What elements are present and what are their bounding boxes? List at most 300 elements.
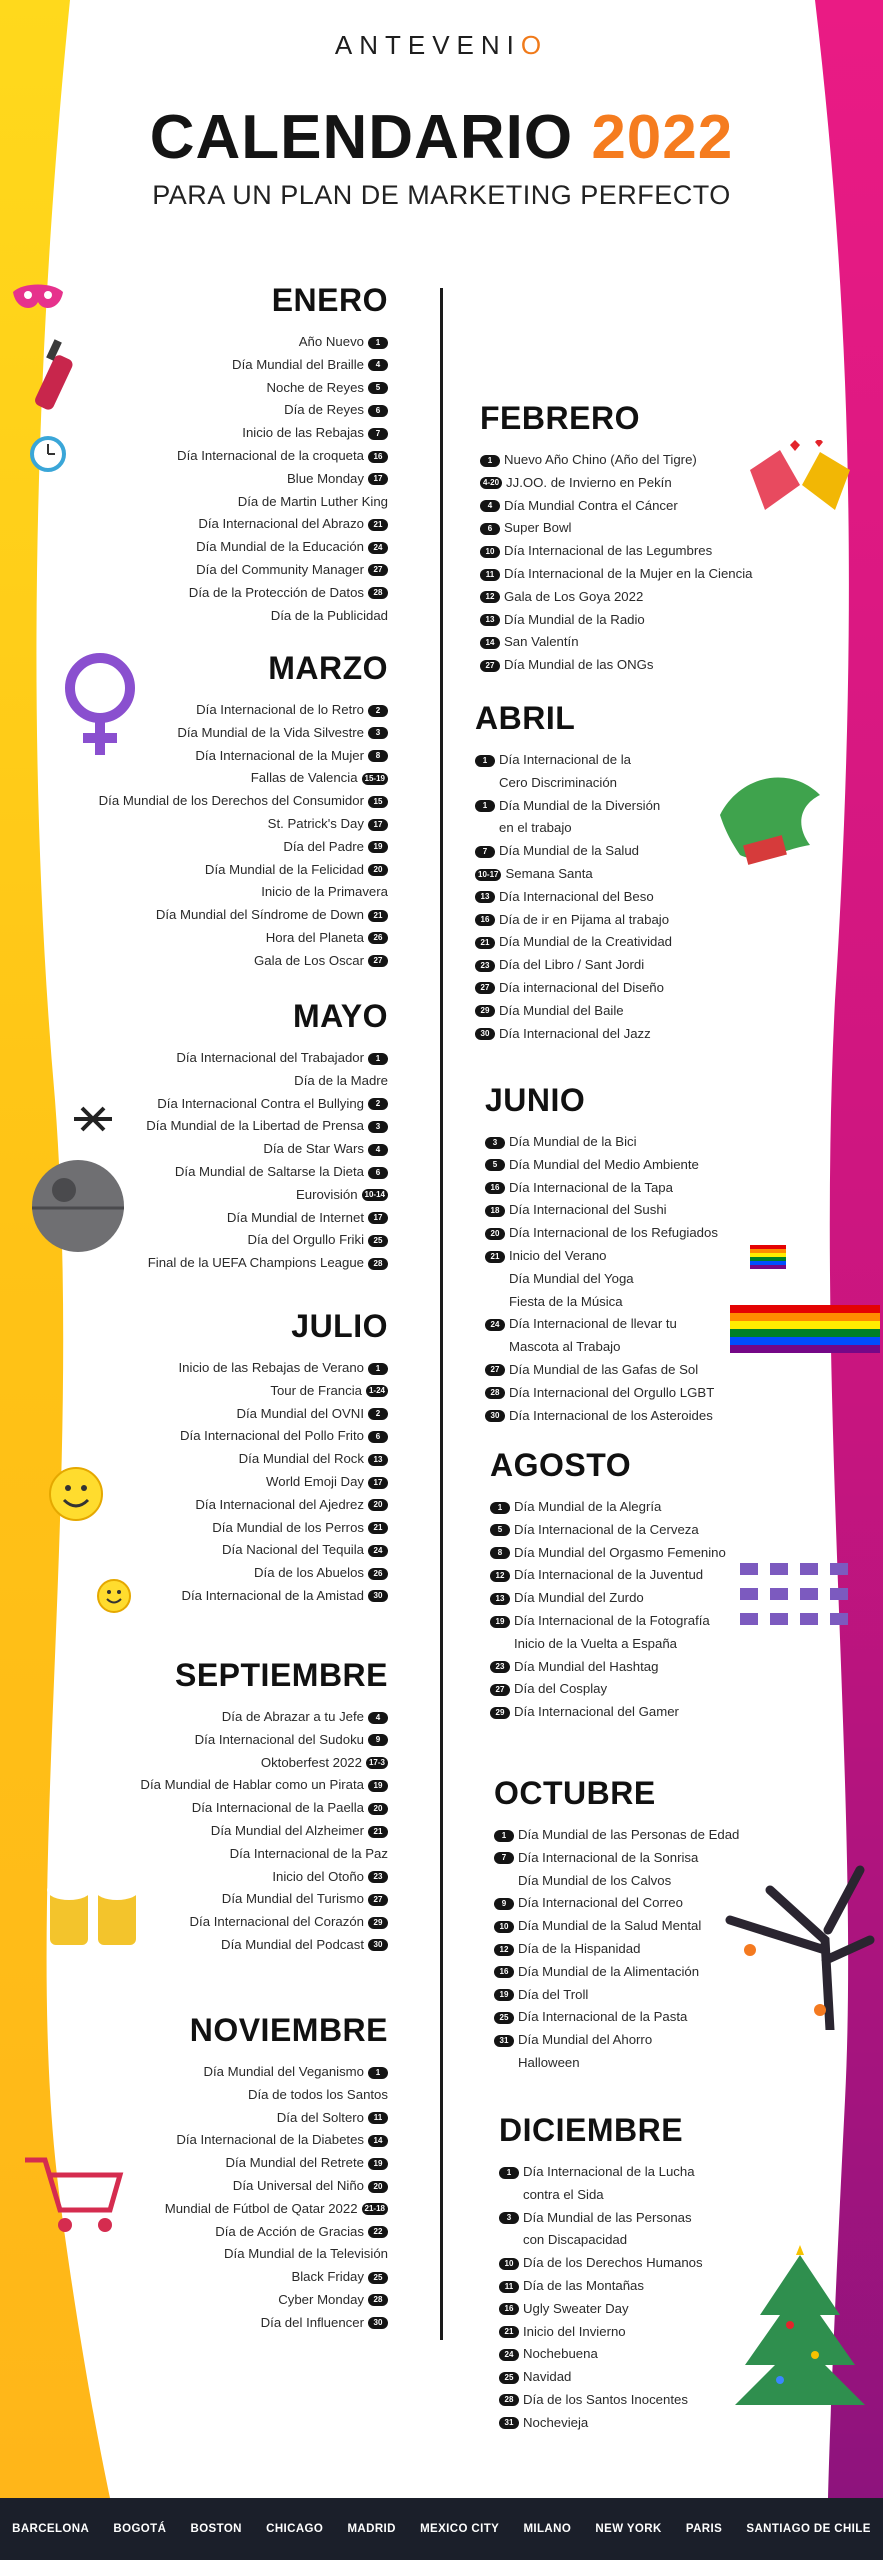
event-label: con Discapacidad	[523, 2232, 628, 2248]
event-day-badge: 31	[494, 2035, 514, 2047]
event-label: Día Mundial del Yoga	[509, 1270, 634, 1286]
event-day-badge: 12	[490, 1570, 510, 1582]
event-item	[499, 2207, 883, 2230]
event-item	[0, 1252, 388, 1275]
event-item	[0, 1115, 388, 1138]
event-item	[499, 2161, 883, 2184]
event-label: Día Internacional del Abrazo	[198, 516, 364, 532]
event-day-badge: 19	[490, 1616, 510, 1628]
event-label: Día Mundial del Baile	[499, 1002, 624, 1018]
event-day-badge: 2	[368, 705, 388, 717]
event-day-badge: 28	[485, 1387, 505, 1399]
event-label: Super Bowl	[504, 520, 572, 536]
event-item	[480, 563, 880, 586]
event-label: Día Internacional del Ajedrez	[195, 1496, 364, 1512]
event-day-badge: 30	[485, 1410, 505, 1422]
event-item	[485, 1154, 883, 1177]
event-label: Día Mundial de la Creatividad	[499, 934, 672, 950]
event-day-badge: 21	[485, 1251, 505, 1263]
event-day-badge: 4-20	[480, 477, 502, 489]
event-label: Día de todos los Santos	[247, 2086, 388, 2102]
event-day-badge: 24	[499, 2349, 519, 2361]
event-item	[0, 2107, 388, 2130]
event-item	[475, 931, 875, 954]
footer-city: BOGOTÁ	[113, 2523, 167, 2535]
event-label: Día Mundial del Alzheimer	[210, 1822, 364, 1838]
event-label: Black Friday	[291, 2269, 364, 2285]
event-day-badge: 17	[368, 1212, 388, 1224]
event-item	[0, 1403, 388, 1426]
event-day-badge: 8	[490, 1547, 510, 1559]
event-item	[494, 2052, 883, 2075]
event-label: Día Mundial de Saltarse la Dieta	[174, 1163, 364, 1179]
event-label: Día Internacional del Beso	[499, 888, 654, 904]
event-item	[490, 1496, 883, 1519]
event-label: Inicio de la Vuelta a España	[514, 1635, 678, 1651]
event-label: Día Mundial de la Televisión	[224, 2246, 388, 2262]
event-item	[0, 1797, 388, 1820]
event-day-badge: 2	[368, 1098, 388, 1110]
event-day-badge: 1	[499, 2167, 519, 2179]
event-label: Día Mundial del Zurdo	[514, 1590, 644, 1606]
event-label: Día Internacional de la Amistad	[181, 1587, 364, 1603]
event-day-badge: 12	[494, 1944, 514, 1956]
death-star-icon	[30, 1158, 126, 1254]
event-label: Día Mundial de Hablar como un Pirata	[140, 1777, 364, 1793]
event-day-badge: 1	[494, 1830, 514, 1842]
event-day-badge: 5	[485, 1159, 505, 1171]
event-label: Día Mundial de la Alegría	[514, 1499, 662, 1514]
event-item	[490, 1519, 883, 1542]
month-title: DICIEMBRE	[499, 2112, 684, 2148]
event-day-badge: 28	[499, 2394, 519, 2406]
footer-city: MILANO	[523, 2523, 572, 2535]
event-day-badge: 21	[368, 519, 388, 531]
event-label: Inicio de las Rebajas de Verano	[178, 1360, 364, 1375]
event-day-badge: 20	[368, 1499, 388, 1511]
event-day-badge: 28	[368, 2294, 388, 2306]
party-mask-icon	[8, 280, 68, 320]
event-label: Día Internacional del Gamer	[514, 1704, 679, 1720]
event-item	[0, 536, 388, 559]
event-label: Día Internacional del Trabajador	[176, 1050, 364, 1065]
event-label: Día Mundial del Ahorro	[518, 2032, 653, 2048]
event-day-badge: 28	[368, 587, 388, 599]
footer-city: PARIS	[685, 2523, 723, 2535]
event-item	[475, 954, 875, 977]
event-item	[485, 1382, 883, 1405]
event-day-badge: 16	[368, 451, 388, 463]
event-label: Día Mundial del Turismo	[221, 1891, 364, 1907]
event-day-badge: 6	[368, 1431, 388, 1443]
event-label: Día Mundial de la Salud	[499, 843, 640, 859]
event-label: Día Internacional de la Lucha	[523, 2164, 695, 2179]
event-label: Día Internacional de la Mujer en la Ciencia	[504, 565, 753, 581]
event-label: Día de Abrazar a tu Jefe	[221, 1709, 364, 1724]
event-day-badge: 3	[368, 727, 388, 739]
event-label: Día Mundial de la Bici	[509, 1134, 637, 1149]
event-label: Día Internacional del Orgullo LGBT	[509, 1384, 715, 1400]
event-label: Día Mundial del Orgasmo Femenino	[514, 1544, 726, 1560]
event-item	[0, 2289, 388, 2312]
event-day-badge: 27	[480, 660, 500, 672]
event-label: Día Internacional de la Sonrisa	[518, 1849, 699, 1865]
event-day-badge: 16	[485, 1182, 505, 1194]
event-label: Día Internacional de la Paz	[229, 1845, 388, 1861]
shopping-cart-icon	[15, 2140, 135, 2250]
halloween-tree-icon	[710, 1850, 880, 2030]
event-label: Tour de Francia	[270, 1382, 362, 1398]
event-day-badge: 26	[368, 932, 388, 944]
event-label: Día Universal del Niño	[232, 2177, 364, 2193]
event-day-badge: 29	[475, 1005, 495, 1017]
event-day-badge: 1	[480, 455, 500, 467]
event-item	[0, 790, 388, 813]
event-label: Día del Community Manager	[196, 561, 364, 577]
event-label: Día Mundial de la Radio	[504, 611, 645, 627]
event-label: Día Internacional de los Asteroides	[509, 1407, 713, 1423]
event-item	[0, 1820, 388, 1843]
event-label: Semana Santa	[505, 865, 593, 881]
smiley-icon	[48, 1466, 104, 1522]
event-item	[0, 1706, 388, 1729]
event-label: Halloween	[518, 2054, 580, 2070]
event-label: Día Mundial de la Diversión	[499, 797, 661, 813]
event-day-badge: 13	[480, 614, 500, 626]
event-item	[0, 1047, 388, 1070]
event-label: Día de Martin Luther King	[237, 493, 388, 509]
event-item	[0, 1380, 388, 1403]
event-item	[0, 813, 388, 836]
event-label: Nochevieja	[523, 2414, 589, 2430]
event-day-badge: 15-19	[362, 773, 388, 785]
event-item	[480, 654, 880, 677]
event-label: Día Internacional de la Cerveza	[514, 1521, 699, 1537]
event-day-badge: 3	[485, 1137, 505, 1149]
event-day-badge: 25	[368, 1235, 388, 1247]
event-day-badge: 24	[485, 1319, 505, 1331]
event-label: Día de la Madre	[294, 1072, 388, 1088]
event-day-badge: 23	[368, 1871, 388, 1883]
event-item	[0, 1752, 388, 1775]
event-label: Día Internacional de la Mujer	[195, 747, 364, 763]
event-day-badge: 26	[368, 1568, 388, 1580]
event-day-badge: 4	[368, 359, 388, 371]
event-day-badge: 5	[490, 1524, 510, 1536]
event-item	[0, 836, 388, 859]
event-label: Día Mundial de las Gafas de Sol	[509, 1361, 699, 1377]
event-item	[0, 904, 388, 927]
event-label: Día Mundial de las Personas	[523, 2209, 692, 2225]
event-day-badge: 17	[368, 473, 388, 485]
event-day-badge: 1	[475, 755, 495, 767]
event-label: Fiesta de la Música	[509, 1293, 623, 1309]
event-day-badge: 11	[480, 569, 500, 581]
event-label: Gala de Los Oscar	[254, 952, 364, 968]
event-day-badge: 9	[368, 1734, 388, 1746]
month-title: ENERO	[271, 282, 388, 318]
footer-city: BOSTON	[190, 2523, 242, 2535]
event-day-badge: 25	[499, 2372, 519, 2384]
event-item	[475, 909, 875, 932]
event-label: Inicio del Invierno	[523, 2323, 626, 2339]
event-day-badge: 13	[475, 891, 495, 903]
event-day-badge: 6	[368, 1167, 388, 1179]
event-item	[0, 1425, 388, 1448]
event-day-badge: 8	[368, 750, 388, 762]
event-day-badge: 4	[368, 1712, 388, 1724]
event-label: Cero Discriminación	[499, 774, 617, 790]
event-day-badge: 13	[490, 1593, 510, 1605]
event-label: Día Mundial de los Calvos	[518, 1872, 672, 1888]
event-label: Día Internacional de llevar tu	[509, 1316, 677, 1332]
event-label: Día Mundial del Retrete	[225, 2155, 364, 2171]
event-label: Día Mundial del Síndrome de Down	[155, 907, 364, 923]
event-day-badge: 1-24	[366, 1385, 388, 1397]
event-label: Día Internacional del Correo	[518, 1895, 683, 1911]
event-day-badge: 27	[485, 1364, 505, 1376]
event-label: Noche de Reyes	[266, 379, 364, 395]
event-day-badge: 19	[368, 841, 388, 853]
month-title: MAYO	[292, 998, 388, 1034]
month-title: AGOSTO	[490, 1447, 632, 1483]
event-item	[0, 950, 388, 973]
event-day-badge: 24	[368, 1545, 388, 1557]
event-item	[0, 2266, 388, 2289]
event-item	[0, 1070, 388, 1093]
event-day-badge: 5	[368, 382, 388, 394]
event-label: Inicio del Otoño	[272, 1868, 364, 1884]
event-label: Día Internacional Contra el Bullying	[157, 1095, 364, 1111]
event-label: Día de la Hispanidad	[518, 1940, 641, 1956]
event-label: Día Internacional del Corazón	[189, 1914, 364, 1930]
footer-cities	[0, 2498, 883, 2560]
event-label: Día Internacional del Sudoku	[194, 1731, 364, 1747]
footer-city: BARCELONA	[12, 2523, 90, 2535]
event-day-badge: 23	[475, 960, 495, 972]
event-label: Día Internacional de la croqueta	[177, 447, 364, 463]
event-day-badge: 27	[490, 1684, 510, 1696]
event-item	[499, 2412, 883, 2435]
center-divider	[440, 288, 443, 2340]
event-day-badge: 29	[490, 1707, 510, 1719]
event-day-badge: 20	[368, 2181, 388, 2193]
event-item	[0, 1729, 388, 1752]
event-item	[0, 881, 388, 904]
event-label: Nochebuena	[523, 2346, 598, 2362]
event-label: Día Internacional del Sushi	[509, 1202, 667, 1218]
event-label: Blue Monday	[287, 470, 364, 486]
event-item	[494, 1824, 883, 1847]
event-day-badge: 16	[475, 914, 495, 926]
event-item	[499, 2184, 883, 2207]
month-title: FEBRERO	[480, 400, 640, 436]
event-label: Día Mundial del Medio Ambiente	[509, 1156, 699, 1172]
christmas-tree-icon	[730, 2245, 870, 2415]
event-item	[0, 1539, 388, 1562]
event-day-badge: 3	[499, 2212, 519, 2224]
event-label: Día de la Protección de Datos	[188, 584, 364, 600]
event-item	[0, 1562, 388, 1585]
event-label: Día Internacional de la Fotografía	[514, 1612, 710, 1628]
event-day-badge: 24	[368, 542, 388, 554]
event-day-badge: 1	[475, 800, 495, 812]
event-day-badge: 25	[368, 2272, 388, 2284]
event-item	[490, 1678, 883, 1701]
event-label: Inicio de la Primavera	[261, 884, 388, 900]
event-day-badge: 4	[480, 500, 500, 512]
event-item	[485, 1405, 883, 1428]
venus-icon	[55, 650, 145, 760]
event-label: Oktoberfest 2022	[260, 1754, 362, 1770]
event-label: Día de ir en Pijama al trabajo	[499, 911, 670, 927]
event-label: Día del Troll	[518, 1986, 589, 2002]
event-day-badge: 31	[499, 2417, 519, 2429]
month-title: OCTUBRE	[494, 1775, 656, 1811]
month-title: NOVIEMBRE	[189, 2012, 388, 2048]
event-day-badge: 6	[368, 405, 388, 417]
event-day-badge: 22	[368, 2226, 388, 2238]
event-day-badge: 20	[485, 1228, 505, 1240]
event-label: Día Internacional del Pollo Frito	[180, 1428, 364, 1444]
event-label: Día Mundial del Braille	[232, 356, 364, 372]
event-label: Día Mundial de las Personas de Edad	[518, 1827, 740, 1842]
footer-city: CHICAGO	[266, 2523, 324, 2535]
event-day-badge: 25	[494, 2012, 514, 2024]
event-day-badge: 14	[368, 2135, 388, 2147]
event-label: Día Internacional de la Juventud	[514, 1567, 704, 1583]
event-label: Día Internacional de lo Retro	[196, 702, 364, 717]
event-day-badge: 1	[368, 337, 388, 349]
event-day-badge: 27	[368, 564, 388, 576]
event-label: Día de Star Wars	[263, 1141, 364, 1157]
event-label: Día Mundial Contra el Cáncer	[504, 497, 678, 513]
event-label: Día Internacional de la Paella	[191, 1800, 364, 1816]
event-day-badge: 10	[480, 546, 500, 558]
event-label: Día Nacional del Tequila	[222, 1542, 364, 1558]
event-item	[0, 513, 388, 536]
event-item	[0, 491, 388, 514]
event-label: Inicio de las Rebajas	[242, 425, 364, 441]
event-day-badge: 10-17	[475, 869, 501, 881]
event-label: Día del Cosplay	[514, 1681, 608, 1697]
event-label: Día Internacional de la	[499, 752, 631, 767]
event-item	[475, 886, 875, 909]
event-item	[0, 859, 388, 882]
month-title: JULIO	[291, 1308, 388, 1344]
event-item	[475, 1000, 875, 1023]
event-day-badge: 7	[494, 1852, 514, 1864]
event-label: Día Mundial de los Perros	[212, 1519, 364, 1535]
event-label: Navidad	[523, 2369, 572, 2385]
event-day-badge: 30	[368, 1939, 388, 1951]
event-day-badge: 21	[368, 1826, 388, 1838]
event-label: Ugly Sweater Day	[523, 2300, 629, 2316]
event-day-badge: 14	[480, 637, 500, 649]
event-day-badge: 21	[368, 1522, 388, 1534]
event-item	[480, 540, 880, 563]
event-item	[490, 1656, 883, 1679]
event-label: Día del Influencer	[260, 2314, 364, 2330]
event-label: Día del Soltero	[276, 2109, 364, 2125]
month-julio	[0, 1308, 388, 1608]
event-label: Día Mundial del Hashtag	[514, 1658, 659, 1674]
event-label: Día Mundial del OVNI	[236, 1405, 364, 1421]
event-day-badge: 30	[368, 2317, 388, 2329]
event-item	[0, 2084, 388, 2107]
event-label: Día Mundial del Rock	[238, 1451, 364, 1467]
footer-city: NEW YORK	[595, 2523, 662, 2535]
event-day-badge: 20	[368, 864, 388, 876]
kissing-couple-icon	[730, 440, 870, 530]
event-day-badge: 20	[368, 1803, 388, 1815]
month-title: ABRIL	[475, 700, 576, 736]
event-day-badge: 19	[368, 2158, 388, 2170]
event-label: St. Patrick's Day	[267, 815, 364, 831]
event-item	[490, 1701, 883, 1724]
event-label: Día Mundial de la Vida Silvestre	[177, 724, 364, 740]
event-day-badge: 1	[368, 1363, 388, 1375]
event-day-badge: 9	[494, 1898, 514, 1910]
event-label: Día Internacional de la Tapa	[509, 1179, 673, 1195]
event-label: Día Internacional del Jazz	[499, 1025, 651, 1041]
event-day-badge: 11	[499, 2281, 519, 2293]
event-label: Día Mundial de la Educación	[196, 539, 364, 555]
event-day-badge: 6	[480, 523, 500, 535]
event-day-badge: 17-3	[366, 1757, 388, 1769]
event-day-badge: 30	[475, 1028, 495, 1040]
event-item	[0, 1357, 388, 1380]
event-day-badge: 4	[368, 1144, 388, 1156]
event-day-badge: 27	[368, 1894, 388, 1906]
event-day-badge: 17	[368, 819, 388, 831]
event-item	[485, 1199, 883, 1222]
event-day-badge: 15	[368, 796, 388, 808]
event-label: Gala de Los Goya 2022	[504, 588, 644, 604]
event-day-badge: 21	[475, 937, 495, 949]
event-label: Día Mundial de los Derechos del Consumidor	[98, 793, 364, 809]
event-item	[0, 559, 388, 582]
event-day-badge: 3	[368, 1121, 388, 1133]
event-item	[480, 609, 880, 632]
event-label: Inicio del Verano	[509, 1247, 607, 1263]
event-day-badge: 30	[368, 1590, 388, 1602]
event-label: Día del Padre	[283, 838, 364, 854]
x-wing-icon	[72, 1104, 114, 1134]
event-label: Día Internacional de la Diabetes	[176, 2132, 364, 2148]
event-day-badge: 1	[368, 2067, 388, 2079]
event-day-badge: 1	[490, 1502, 510, 1514]
event-item	[0, 1843, 388, 1866]
event-day-badge: 16	[499, 2303, 519, 2315]
event-label: Nuevo Año Chino (Año del Tigre)	[504, 452, 697, 467]
event-label: Día internacional del Diseño	[499, 979, 664, 995]
event-day-badge: 21	[368, 910, 388, 922]
event-day-badge: 10	[494, 1921, 514, 1933]
event-label: Día Internacional de las Legumbres	[504, 543, 713, 559]
smiley-icon	[96, 1578, 132, 1614]
event-label: Día de los Abuelos	[254, 1565, 364, 1581]
event-label: Día Mundial de la Alimentación	[518, 1963, 700, 1979]
event-label: Hora del Planeta	[265, 929, 364, 945]
event-day-badge: 19	[368, 1780, 388, 1792]
event-label: Final de la UEFA Champions League	[147, 1255, 364, 1271]
event-day-badge: 10-14	[362, 1189, 388, 1201]
event-day-badge: 13	[368, 1454, 388, 1466]
page-subtitle: PARA UN PLAN DE MARKETING PERFECTO	[152, 180, 731, 210]
alarm-clock-icon	[26, 430, 70, 474]
event-item	[480, 586, 880, 609]
